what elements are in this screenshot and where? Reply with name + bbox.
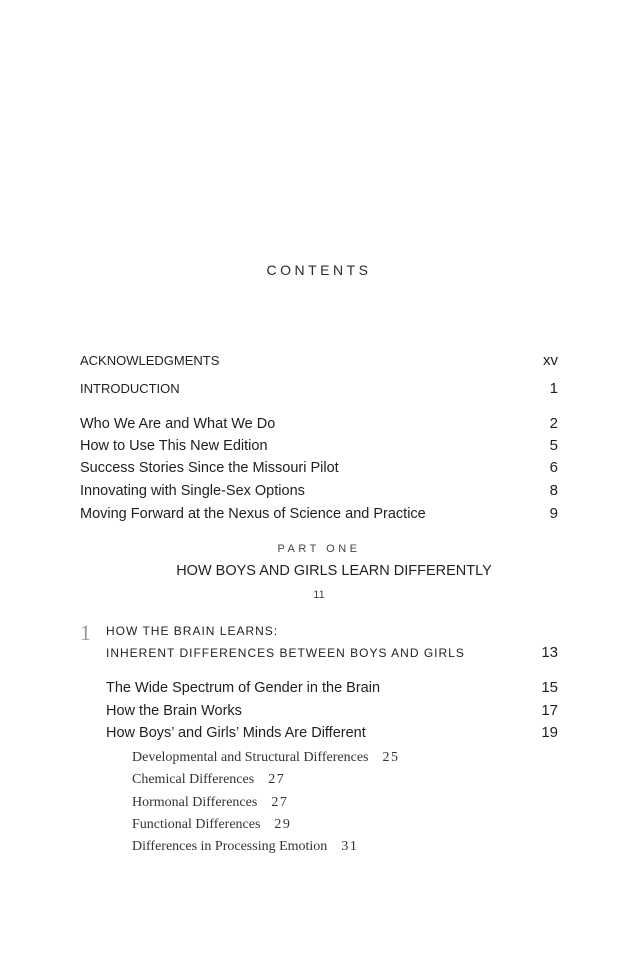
toc-page-number: 9 bbox=[549, 505, 558, 522]
toc-entry-label: Differences in Processing Emotion bbox=[132, 839, 328, 854]
toc-page-number: 15 bbox=[541, 679, 558, 696]
toc-entry-label: Who We Are and What We Do bbox=[80, 416, 276, 432]
toc-page-number: 8 bbox=[549, 482, 558, 499]
toc-entry-label: How to Use This New Edition bbox=[80, 438, 268, 454]
toc-entry-acknowledgments[interactable] bbox=[80, 352, 558, 369]
toc-page-number: 17 bbox=[541, 702, 558, 719]
toc-entry-label: The Wide Spectrum of Gender in the Brain bbox=[106, 680, 381, 696]
toc-section-entry[interactable] bbox=[106, 702, 558, 719]
chapter-title-line-1[interactable]: HOW THE BRAIN LEARNS: bbox=[106, 624, 279, 638]
toc-entry-label: How the Brain Works bbox=[106, 703, 242, 719]
part-label: PART ONE bbox=[277, 543, 361, 555]
toc-page-number: 25 bbox=[382, 750, 400, 765]
toc-page-number: 31 bbox=[341, 839, 359, 854]
toc-subsection-entry[interactable] bbox=[132, 839, 358, 855]
toc-subsection-entry[interactable] bbox=[132, 817, 291, 833]
toc-entry[interactable] bbox=[80, 415, 558, 432]
toc-page-number: 1 bbox=[549, 380, 558, 397]
toc-entry-label: ACKNOWLEDGMENTS bbox=[80, 353, 220, 368]
toc-entry[interactable] bbox=[80, 459, 558, 476]
toc-page-number: 2 bbox=[549, 415, 558, 432]
part-page-number: 11 bbox=[313, 589, 325, 601]
toc-page-number: 29 bbox=[274, 817, 292, 832]
page-title: CONTENTS bbox=[266, 262, 372, 278]
toc-page-number: xv bbox=[543, 352, 558, 369]
toc-entry-label: Innovating with Single-Sex Options bbox=[80, 483, 305, 499]
toc-page-number: 27 bbox=[268, 772, 286, 787]
toc-page-number: 6 bbox=[549, 459, 558, 476]
toc-entry[interactable] bbox=[80, 505, 558, 522]
toc-entry-label: Hormonal Differences bbox=[132, 795, 258, 810]
chapter-page-number: 13 bbox=[541, 644, 558, 661]
toc-entry-label: Developmental and Structural Differences bbox=[132, 750, 369, 765]
chapter-number: 1 bbox=[80, 620, 91, 645]
toc-section-entry[interactable] bbox=[106, 724, 558, 741]
toc-page-number: 5 bbox=[549, 437, 558, 454]
toc-subsection-entry[interactable] bbox=[132, 772, 285, 788]
toc-page-number: 19 bbox=[541, 724, 558, 741]
toc-page-number: 27 bbox=[271, 795, 289, 810]
toc-entry-label: INTRODUCTION bbox=[80, 381, 180, 396]
toc-entry[interactable] bbox=[80, 437, 558, 454]
part-title[interactable]: HOW BOYS AND GIRLS LEARN DIFFERENTLY bbox=[176, 563, 492, 579]
chapter-title-line-2[interactable]: INHERENT DIFFERENCES BETWEEN BOYS AND GIRLS bbox=[106, 646, 465, 660]
toc-entry-label: How Boys’ and Girls’ Minds Are Different bbox=[106, 725, 366, 741]
toc-entry-label: Chemical Differences bbox=[132, 772, 255, 787]
toc-subsection-entry[interactable] bbox=[132, 795, 288, 811]
toc-entry-label: Success Stories Since the Missouri Pilot bbox=[80, 460, 339, 476]
toc-entry-introduction[interactable] bbox=[80, 380, 558, 397]
toc-entry-label: Moving Forward at the Nexus of Science and Practice bbox=[80, 506, 426, 522]
toc-entry[interactable] bbox=[80, 482, 558, 499]
toc-subsection-entry[interactable] bbox=[132, 750, 399, 766]
toc-section-entry[interactable] bbox=[106, 679, 558, 696]
toc-entry-label: Functional Differences bbox=[132, 817, 261, 832]
